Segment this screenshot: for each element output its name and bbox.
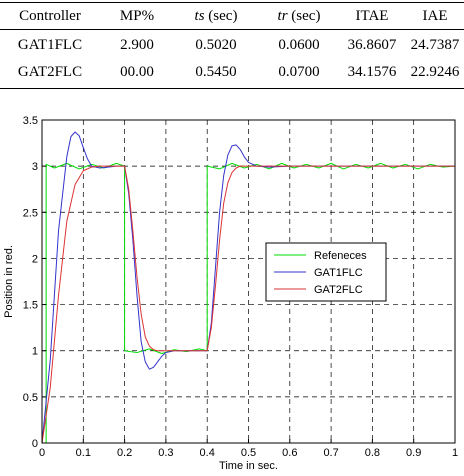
x-tick-label: 0.3 — [158, 447, 174, 459]
cell-tr: 0.0600 — [278, 37, 320, 53]
y-tick-label: 1 — [31, 345, 38, 358]
y-tick-label: 1.5 — [22, 299, 38, 312]
cell-tr: 0.0700 — [278, 64, 320, 80]
table-bottom-rule — [0, 88, 464, 89]
cell-itae: 36.8607 — [347, 37, 397, 53]
results-table — [0, 0, 464, 90]
y-tick-label: 3 — [31, 161, 38, 174]
cell-iae: 24.7387 — [410, 37, 460, 53]
header-itae: ITAE — [355, 8, 389, 24]
header-iae: IAE — [422, 8, 448, 24]
y-tick-label: 0 — [31, 438, 38, 450]
x-tick-label: 0.1 — [75, 447, 91, 459]
header-mp: MP% — [119, 8, 155, 24]
header-ts: ts (sec) — [194, 8, 238, 24]
table-top-rule — [0, 2, 464, 3]
cell-iae: 22.9246 — [410, 64, 460, 80]
x-tick-label: 0.2 — [116, 447, 133, 459]
y-tick-label: 2 — [31, 253, 38, 266]
cell-itae: 34.1576 — [347, 64, 397, 80]
y-tick-label: 3.5 — [22, 115, 38, 127]
cell-mp: 00.00 — [120, 64, 154, 80]
x-tick-label: 0.4 — [199, 447, 215, 459]
y-axis-label: Position in red. — [3, 245, 15, 318]
table-header-rule — [0, 29, 464, 30]
header-controller: Controller — [19, 8, 81, 24]
x-tick-label: 0.5 — [240, 447, 257, 459]
legend-label: GAT2FLC — [314, 284, 363, 296]
cell-controller: GAT2FLC — [17, 64, 83, 80]
x-tick-label: 0 — [38, 447, 46, 459]
x-tick-label: 1 — [451, 447, 459, 459]
cell-ts: 0.5450 — [195, 64, 237, 80]
position-chart — [0, 92, 464, 476]
x-tick-label: 0.7 — [323, 447, 339, 459]
cell-mp: 2.900 — [120, 37, 154, 53]
y-tick-label: 0.5 — [22, 391, 38, 404]
x-tick-label: 0.9 — [406, 447, 422, 459]
cell-controller: GAT1FLC — [17, 37, 83, 53]
cell-ts: 0.5020 — [195, 37, 237, 53]
x-tick-label: 0.8 — [364, 447, 381, 459]
x-tick-label: 0.6 — [282, 447, 298, 459]
y-tick-label: 2.5 — [22, 207, 38, 220]
chart-legend — [266, 243, 386, 301]
x-axis-label: Time in sec. — [219, 460, 278, 472]
legend-label: GAT1FLC — [314, 267, 363, 279]
legend-label: Refeneces — [314, 250, 367, 262]
header-tr: tr (sec) — [277, 8, 321, 24]
